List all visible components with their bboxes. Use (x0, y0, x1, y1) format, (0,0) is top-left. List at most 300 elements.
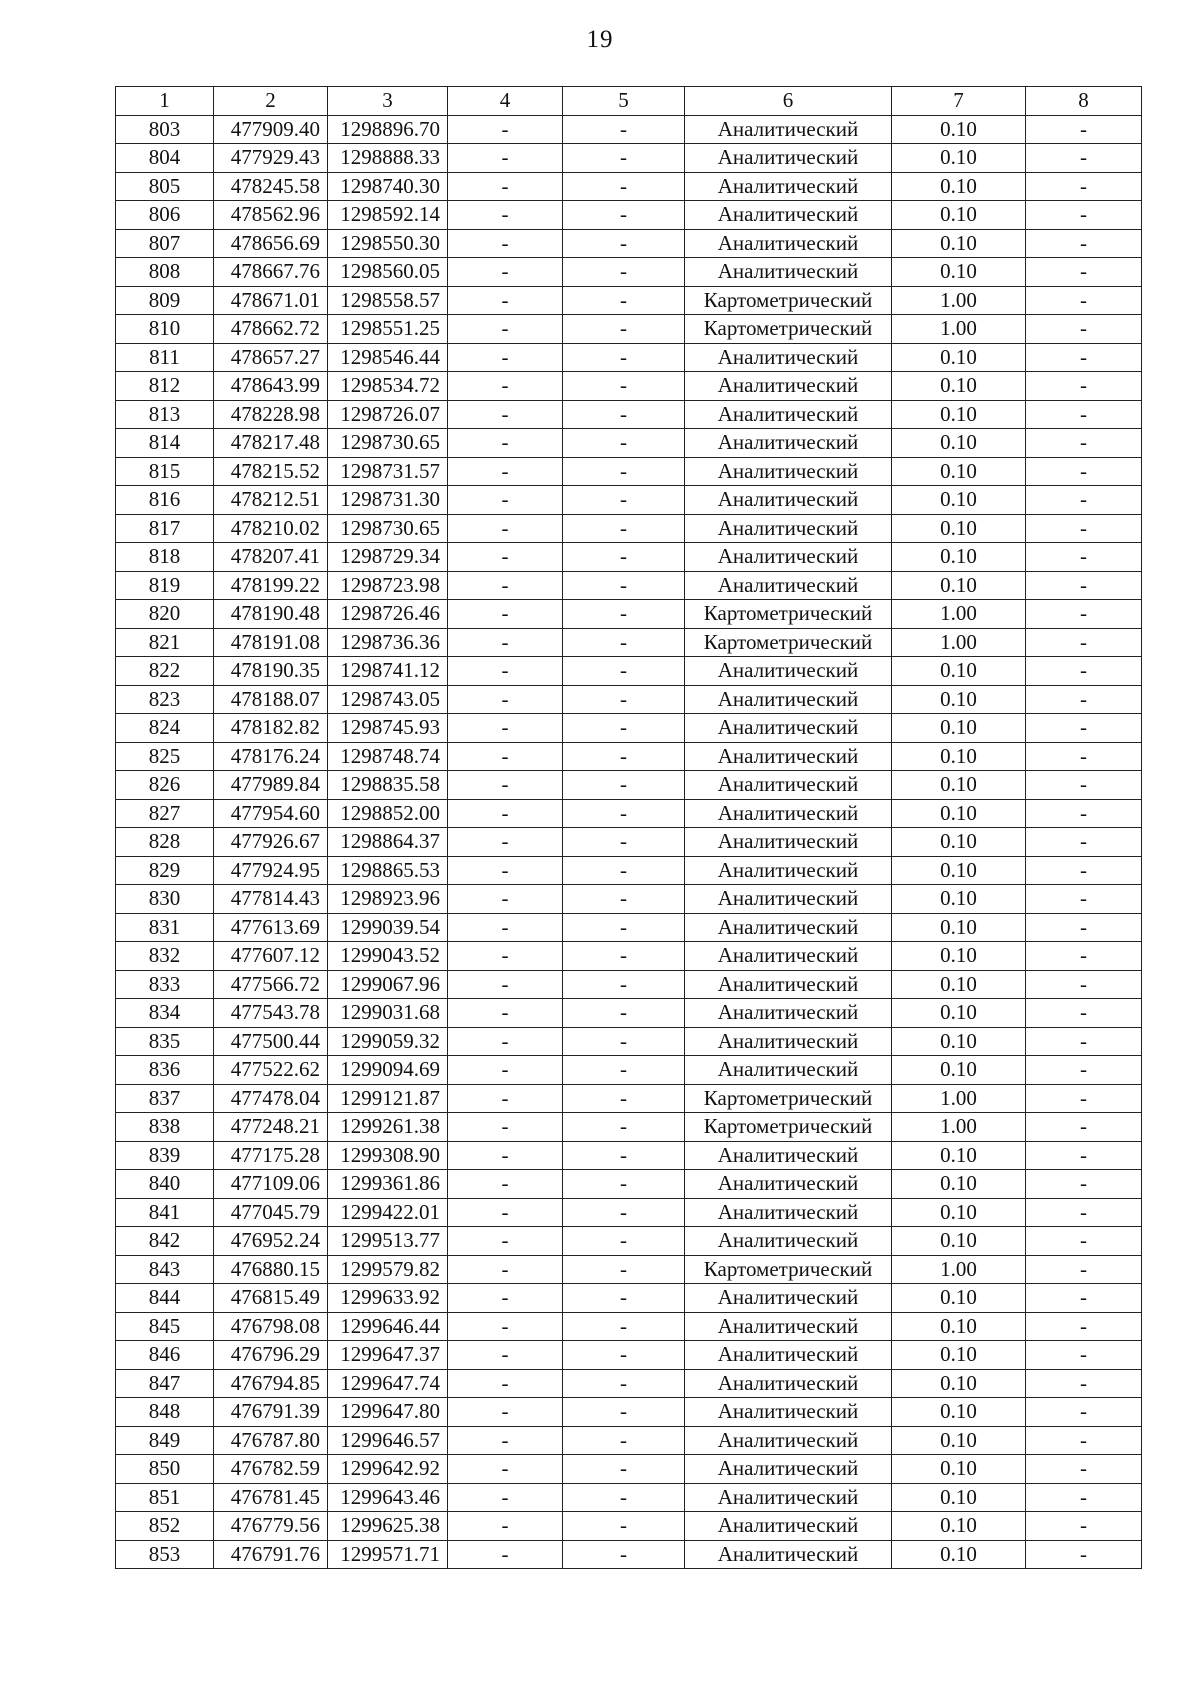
point-number-cell: 825 (116, 742, 214, 771)
column-4-cell: - (448, 1284, 563, 1313)
table-row (116, 1341, 1142, 1370)
x-coordinate-cell: 477566.72 (214, 970, 328, 999)
column-4-cell: - (448, 856, 563, 885)
method-cell: Аналитический (685, 1170, 892, 1199)
column-8-cell: - (1026, 999, 1142, 1028)
y-coordinate-cell: 1298560.05 (328, 258, 448, 287)
column-5-cell: - (563, 657, 685, 686)
column-4-cell: - (448, 1455, 563, 1484)
column-8-cell: - (1026, 828, 1142, 857)
method-cell: Аналитический (685, 1455, 892, 1484)
method-cell: Аналитический (685, 771, 892, 800)
point-number-cell: 836 (116, 1056, 214, 1085)
table-row (116, 799, 1142, 828)
point-number-cell: 821 (116, 628, 214, 657)
accuracy-cell: 0.10 (892, 1198, 1026, 1227)
accuracy-cell: 0.10 (892, 571, 1026, 600)
table-row (116, 1483, 1142, 1512)
x-coordinate-cell: 478190.48 (214, 600, 328, 629)
column-8-cell: - (1026, 372, 1142, 401)
column-5-cell: - (563, 201, 685, 230)
column-4-cell: - (448, 1170, 563, 1199)
column-8-cell: - (1026, 942, 1142, 971)
table-row (116, 1512, 1142, 1541)
column-5-cell: - (563, 1084, 685, 1113)
method-cell: Картометрический (685, 600, 892, 629)
method-cell: Аналитический (685, 571, 892, 600)
table-row (116, 543, 1142, 572)
column-4-cell: - (448, 828, 563, 857)
table-row (116, 457, 1142, 486)
method-cell: Аналитический (685, 1483, 892, 1512)
column-4-cell: - (448, 1483, 563, 1512)
column-4-cell: - (448, 1027, 563, 1056)
y-coordinate-cell: 1298534.72 (328, 372, 448, 401)
column-5-cell: - (563, 286, 685, 315)
table-row (116, 657, 1142, 686)
column-4-cell: - (448, 514, 563, 543)
column-4-cell: - (448, 1084, 563, 1113)
column-8-cell: - (1026, 600, 1142, 629)
y-coordinate-cell: 1299571.71 (328, 1540, 448, 1569)
column-4-cell: - (448, 1398, 563, 1427)
column-header: 4 (448, 87, 563, 116)
column-4-cell: - (448, 486, 563, 515)
method-cell: Аналитический (685, 1540, 892, 1569)
point-number-cell: 846 (116, 1341, 214, 1370)
page-number: 19 (586, 26, 614, 53)
column-5-cell: - (563, 372, 685, 401)
point-number-cell: 844 (116, 1284, 214, 1313)
x-coordinate-cell: 478217.48 (214, 429, 328, 458)
y-coordinate-cell: 1298896.70 (328, 115, 448, 144)
accuracy-cell: 0.10 (892, 1170, 1026, 1199)
column-8-cell: - (1026, 885, 1142, 914)
y-coordinate-cell: 1298835.58 (328, 771, 448, 800)
accuracy-cell: 0.10 (892, 1312, 1026, 1341)
column-4-cell: - (448, 942, 563, 971)
column-8-cell: - (1026, 1540, 1142, 1569)
y-coordinate-cell: 1298748.74 (328, 742, 448, 771)
y-coordinate-cell: 1299643.46 (328, 1483, 448, 1512)
x-coordinate-cell: 476796.29 (214, 1341, 328, 1370)
accuracy-cell: 0.10 (892, 828, 1026, 857)
accuracy-cell: 0.10 (892, 372, 1026, 401)
point-number-cell: 803 (116, 115, 214, 144)
column-4-cell: - (448, 315, 563, 344)
point-number-cell: 853 (116, 1540, 214, 1569)
column-5-cell: - (563, 429, 685, 458)
y-coordinate-cell: 1298726.46 (328, 600, 448, 629)
y-coordinate-cell: 1299059.32 (328, 1027, 448, 1056)
column-5-cell: - (563, 885, 685, 914)
accuracy-cell: 0.10 (892, 115, 1026, 144)
table-row (116, 429, 1142, 458)
x-coordinate-cell: 478656.69 (214, 229, 328, 258)
point-number-cell: 817 (116, 514, 214, 543)
method-cell: Аналитический (685, 1398, 892, 1427)
point-number-cell: 840 (116, 1170, 214, 1199)
accuracy-cell: 0.10 (892, 685, 1026, 714)
column-5-cell: - (563, 1027, 685, 1056)
column-8-cell: - (1026, 1084, 1142, 1113)
method-cell: Аналитический (685, 514, 892, 543)
column-header: 1 (116, 87, 214, 116)
column-5-cell: - (563, 229, 685, 258)
column-5-cell: - (563, 1170, 685, 1199)
y-coordinate-cell: 1299646.57 (328, 1426, 448, 1455)
column-5-cell: - (563, 742, 685, 771)
table-row (116, 1284, 1142, 1313)
column-header: 8 (1026, 87, 1142, 116)
y-coordinate-cell: 1299633.92 (328, 1284, 448, 1313)
y-coordinate-cell: 1298729.34 (328, 543, 448, 572)
point-number-cell: 834 (116, 999, 214, 1028)
column-5-cell: - (563, 714, 685, 743)
method-cell: Аналитический (685, 685, 892, 714)
accuracy-cell: 1.00 (892, 1113, 1026, 1142)
point-number-cell: 831 (116, 913, 214, 942)
accuracy-cell: 0.10 (892, 799, 1026, 828)
column-8-cell: - (1026, 400, 1142, 429)
column-4-cell: - (448, 571, 563, 600)
table-row (116, 1113, 1142, 1142)
table-row (116, 970, 1142, 999)
column-8-cell: - (1026, 657, 1142, 686)
table-row (116, 229, 1142, 258)
column-4-cell: - (448, 685, 563, 714)
method-cell: Аналитический (685, 486, 892, 515)
x-coordinate-cell: 476791.39 (214, 1398, 328, 1427)
column-8-cell: - (1026, 1483, 1142, 1512)
column-5-cell: - (563, 685, 685, 714)
y-coordinate-cell: 1298730.65 (328, 514, 448, 543)
column-4-cell: - (448, 657, 563, 686)
accuracy-cell: 0.10 (892, 258, 1026, 287)
column-8-cell: - (1026, 115, 1142, 144)
column-4-cell: - (448, 144, 563, 173)
method-cell: Аналитический (685, 1027, 892, 1056)
y-coordinate-cell: 1299647.74 (328, 1369, 448, 1398)
column-5-cell: - (563, 1255, 685, 1284)
point-number-cell: 839 (116, 1141, 214, 1170)
y-coordinate-cell: 1299031.68 (328, 999, 448, 1028)
accuracy-cell: 0.10 (892, 657, 1026, 686)
point-number-cell: 847 (116, 1369, 214, 1398)
column-8-cell: - (1026, 970, 1142, 999)
point-number-cell: 820 (116, 600, 214, 629)
accuracy-cell: 0.10 (892, 229, 1026, 258)
column-8-cell: - (1026, 1426, 1142, 1455)
method-cell: Аналитический (685, 343, 892, 372)
x-coordinate-cell: 478667.76 (214, 258, 328, 287)
method-cell: Картометрический (685, 315, 892, 344)
column-4-cell: - (448, 1227, 563, 1256)
column-header: 2 (214, 87, 328, 116)
column-5-cell: - (563, 1483, 685, 1512)
column-5-cell: - (563, 343, 685, 372)
y-coordinate-cell: 1299642.92 (328, 1455, 448, 1484)
table-row (116, 1227, 1142, 1256)
method-cell: Аналитический (685, 1141, 892, 1170)
x-coordinate-cell: 476794.85 (214, 1369, 328, 1398)
point-number-cell: 810 (116, 315, 214, 344)
point-number-cell: 824 (116, 714, 214, 743)
y-coordinate-cell: 1298923.96 (328, 885, 448, 914)
column-8-cell: - (1026, 685, 1142, 714)
table-row (116, 1312, 1142, 1341)
table-row (116, 1455, 1142, 1484)
column-5-cell: - (563, 1540, 685, 1569)
column-8-cell: - (1026, 714, 1142, 743)
accuracy-cell: 0.10 (892, 1426, 1026, 1455)
column-8-cell: - (1026, 628, 1142, 657)
x-coordinate-cell: 478662.72 (214, 315, 328, 344)
method-cell: Аналитический (685, 172, 892, 201)
x-coordinate-cell: 478212.51 (214, 486, 328, 515)
table-row (116, 201, 1142, 230)
accuracy-cell: 0.10 (892, 457, 1026, 486)
x-coordinate-cell: 477954.60 (214, 799, 328, 828)
accuracy-cell: 0.10 (892, 714, 1026, 743)
y-coordinate-cell: 1298731.57 (328, 457, 448, 486)
column-header: 3 (328, 87, 448, 116)
column-8-cell: - (1026, 571, 1142, 600)
x-coordinate-cell: 478210.02 (214, 514, 328, 543)
column-8-cell: - (1026, 258, 1142, 287)
accuracy-cell: 0.10 (892, 856, 1026, 885)
method-cell: Картометрический (685, 1113, 892, 1142)
column-8-cell: - (1026, 172, 1142, 201)
point-number-cell: 833 (116, 970, 214, 999)
y-coordinate-cell: 1298745.93 (328, 714, 448, 743)
point-number-cell: 850 (116, 1455, 214, 1484)
column-8-cell: - (1026, 1369, 1142, 1398)
column-5-cell: - (563, 1113, 685, 1142)
x-coordinate-cell: 477522.62 (214, 1056, 328, 1085)
point-number-cell: 815 (116, 457, 214, 486)
method-cell: Аналитический (685, 799, 892, 828)
column-8-cell: - (1026, 543, 1142, 572)
x-coordinate-cell: 477543.78 (214, 999, 328, 1028)
column-8-cell: - (1026, 856, 1142, 885)
column-5-cell: - (563, 1426, 685, 1455)
column-5-cell: - (563, 514, 685, 543)
method-cell: Аналитический (685, 1369, 892, 1398)
x-coordinate-cell: 477109.06 (214, 1170, 328, 1199)
x-coordinate-cell: 477989.84 (214, 771, 328, 800)
column-4-cell: - (448, 714, 563, 743)
column-5-cell: - (563, 315, 685, 344)
method-cell: Аналитический (685, 543, 892, 572)
table-row (116, 1056, 1142, 1085)
x-coordinate-cell: 477929.43 (214, 144, 328, 173)
accuracy-cell: 1.00 (892, 1084, 1026, 1113)
x-coordinate-cell: 478245.58 (214, 172, 328, 201)
column-5-cell: - (563, 600, 685, 629)
method-cell: Картометрический (685, 1255, 892, 1284)
y-coordinate-cell: 1299039.54 (328, 913, 448, 942)
column-8-cell: - (1026, 771, 1142, 800)
x-coordinate-cell: 478176.24 (214, 742, 328, 771)
point-number-cell: 843 (116, 1255, 214, 1284)
method-cell: Аналитический (685, 1312, 892, 1341)
method-cell: Аналитический (685, 913, 892, 942)
column-8-cell: - (1026, 1170, 1142, 1199)
method-cell: Аналитический (685, 229, 892, 258)
point-number-cell: 828 (116, 828, 214, 857)
column-5-cell: - (563, 1284, 685, 1313)
table-row (116, 1027, 1142, 1056)
column-5-cell: - (563, 1398, 685, 1427)
table-row (116, 514, 1142, 543)
method-cell: Аналитический (685, 457, 892, 486)
method-cell: Картометрический (685, 286, 892, 315)
y-coordinate-cell: 1299261.38 (328, 1113, 448, 1142)
accuracy-cell: 0.10 (892, 201, 1026, 230)
accuracy-cell: 0.10 (892, 1512, 1026, 1541)
point-number-cell: 816 (116, 486, 214, 515)
column-8-cell: - (1026, 1284, 1142, 1313)
x-coordinate-cell: 477926.67 (214, 828, 328, 857)
x-coordinate-cell: 477924.95 (214, 856, 328, 885)
x-coordinate-cell: 478191.08 (214, 628, 328, 657)
y-coordinate-cell: 1298888.33 (328, 144, 448, 173)
table-row (116, 999, 1142, 1028)
method-cell: Аналитический (685, 1341, 892, 1370)
y-coordinate-cell: 1298558.57 (328, 286, 448, 315)
column-4-cell: - (448, 1540, 563, 1569)
x-coordinate-cell: 477607.12 (214, 942, 328, 971)
table-row (116, 600, 1142, 629)
column-5-cell: - (563, 115, 685, 144)
column-8-cell: - (1026, 1113, 1142, 1142)
column-8-cell: - (1026, 315, 1142, 344)
column-header: 6 (685, 87, 892, 116)
point-number-cell: 849 (116, 1426, 214, 1455)
column-5-cell: - (563, 1198, 685, 1227)
method-cell: Аналитический (685, 1227, 892, 1256)
accuracy-cell: 0.10 (892, 1369, 1026, 1398)
table-row (116, 714, 1142, 743)
column-8-cell: - (1026, 229, 1142, 258)
column-5-cell: - (563, 1056, 685, 1085)
method-cell: Аналитический (685, 1056, 892, 1085)
column-4-cell: - (448, 1141, 563, 1170)
point-number-cell: 806 (116, 201, 214, 230)
point-number-cell: 812 (116, 372, 214, 401)
column-8-cell: - (1026, 486, 1142, 515)
x-coordinate-cell: 478562.96 (214, 201, 328, 230)
column-4-cell: - (448, 771, 563, 800)
column-4-cell: - (448, 286, 563, 315)
x-coordinate-cell: 476880.15 (214, 1255, 328, 1284)
column-4-cell: - (448, 1512, 563, 1541)
table-row (116, 942, 1142, 971)
x-coordinate-cell: 477045.79 (214, 1198, 328, 1227)
y-coordinate-cell: 1298864.37 (328, 828, 448, 857)
x-coordinate-cell: 478199.22 (214, 571, 328, 600)
column-8-cell: - (1026, 913, 1142, 942)
x-coordinate-cell: 477175.28 (214, 1141, 328, 1170)
point-number-cell: 832 (116, 942, 214, 971)
column-5-cell: - (563, 828, 685, 857)
accuracy-cell: 0.10 (892, 543, 1026, 572)
x-coordinate-cell: 477909.40 (214, 115, 328, 144)
x-coordinate-cell: 477814.43 (214, 885, 328, 914)
accuracy-cell: 0.10 (892, 771, 1026, 800)
y-coordinate-cell: 1298730.65 (328, 429, 448, 458)
table-row (116, 828, 1142, 857)
column-5-cell: - (563, 799, 685, 828)
y-coordinate-cell: 1299513.77 (328, 1227, 448, 1256)
y-coordinate-cell: 1298726.07 (328, 400, 448, 429)
accuracy-cell: 0.10 (892, 1056, 1026, 1085)
column-4-cell: - (448, 372, 563, 401)
method-cell: Картометрический (685, 1084, 892, 1113)
accuracy-cell: 1.00 (892, 1255, 1026, 1284)
x-coordinate-cell: 476798.08 (214, 1312, 328, 1341)
y-coordinate-cell: 1298546.44 (328, 343, 448, 372)
column-4-cell: - (448, 999, 563, 1028)
table-row (116, 856, 1142, 885)
point-number-cell: 822 (116, 657, 214, 686)
point-number-cell: 813 (116, 400, 214, 429)
accuracy-cell: 0.10 (892, 1284, 1026, 1313)
column-5-cell: - (563, 856, 685, 885)
y-coordinate-cell: 1298740.30 (328, 172, 448, 201)
column-8-cell: - (1026, 144, 1142, 173)
y-coordinate-cell: 1298865.53 (328, 856, 448, 885)
point-number-cell: 827 (116, 799, 214, 828)
table-row (116, 286, 1142, 315)
column-4-cell: - (448, 1113, 563, 1142)
column-5-cell: - (563, 1227, 685, 1256)
x-coordinate-cell: 477248.21 (214, 1113, 328, 1142)
accuracy-cell: 0.10 (892, 1398, 1026, 1427)
method-cell: Аналитический (685, 742, 892, 771)
accuracy-cell: 0.10 (892, 1227, 1026, 1256)
y-coordinate-cell: 1299647.80 (328, 1398, 448, 1427)
x-coordinate-cell: 478643.99 (214, 372, 328, 401)
column-5-cell: - (563, 400, 685, 429)
y-coordinate-cell: 1299067.96 (328, 970, 448, 999)
point-number-cell: 809 (116, 286, 214, 315)
table-row (116, 1198, 1142, 1227)
column-5-cell: - (563, 571, 685, 600)
x-coordinate-cell: 476791.76 (214, 1540, 328, 1569)
y-coordinate-cell: 1299647.37 (328, 1341, 448, 1370)
accuracy-cell: 0.10 (892, 885, 1026, 914)
point-number-cell: 851 (116, 1483, 214, 1512)
column-4-cell: - (448, 600, 563, 629)
method-cell: Аналитический (685, 1198, 892, 1227)
y-coordinate-cell: 1298736.36 (328, 628, 448, 657)
table-row (116, 144, 1142, 173)
column-5-cell: - (563, 486, 685, 515)
accuracy-cell: 0.10 (892, 1141, 1026, 1170)
column-5-cell: - (563, 1369, 685, 1398)
accuracy-cell: 0.10 (892, 942, 1026, 971)
accuracy-cell: 0.10 (892, 1455, 1026, 1484)
accuracy-cell: 0.10 (892, 1027, 1026, 1056)
point-number-cell: 807 (116, 229, 214, 258)
accuracy-cell: 0.10 (892, 429, 1026, 458)
column-4-cell: - (448, 201, 563, 230)
column-4-cell: - (448, 913, 563, 942)
table-row (116, 1141, 1142, 1170)
accuracy-cell: 0.10 (892, 1341, 1026, 1370)
